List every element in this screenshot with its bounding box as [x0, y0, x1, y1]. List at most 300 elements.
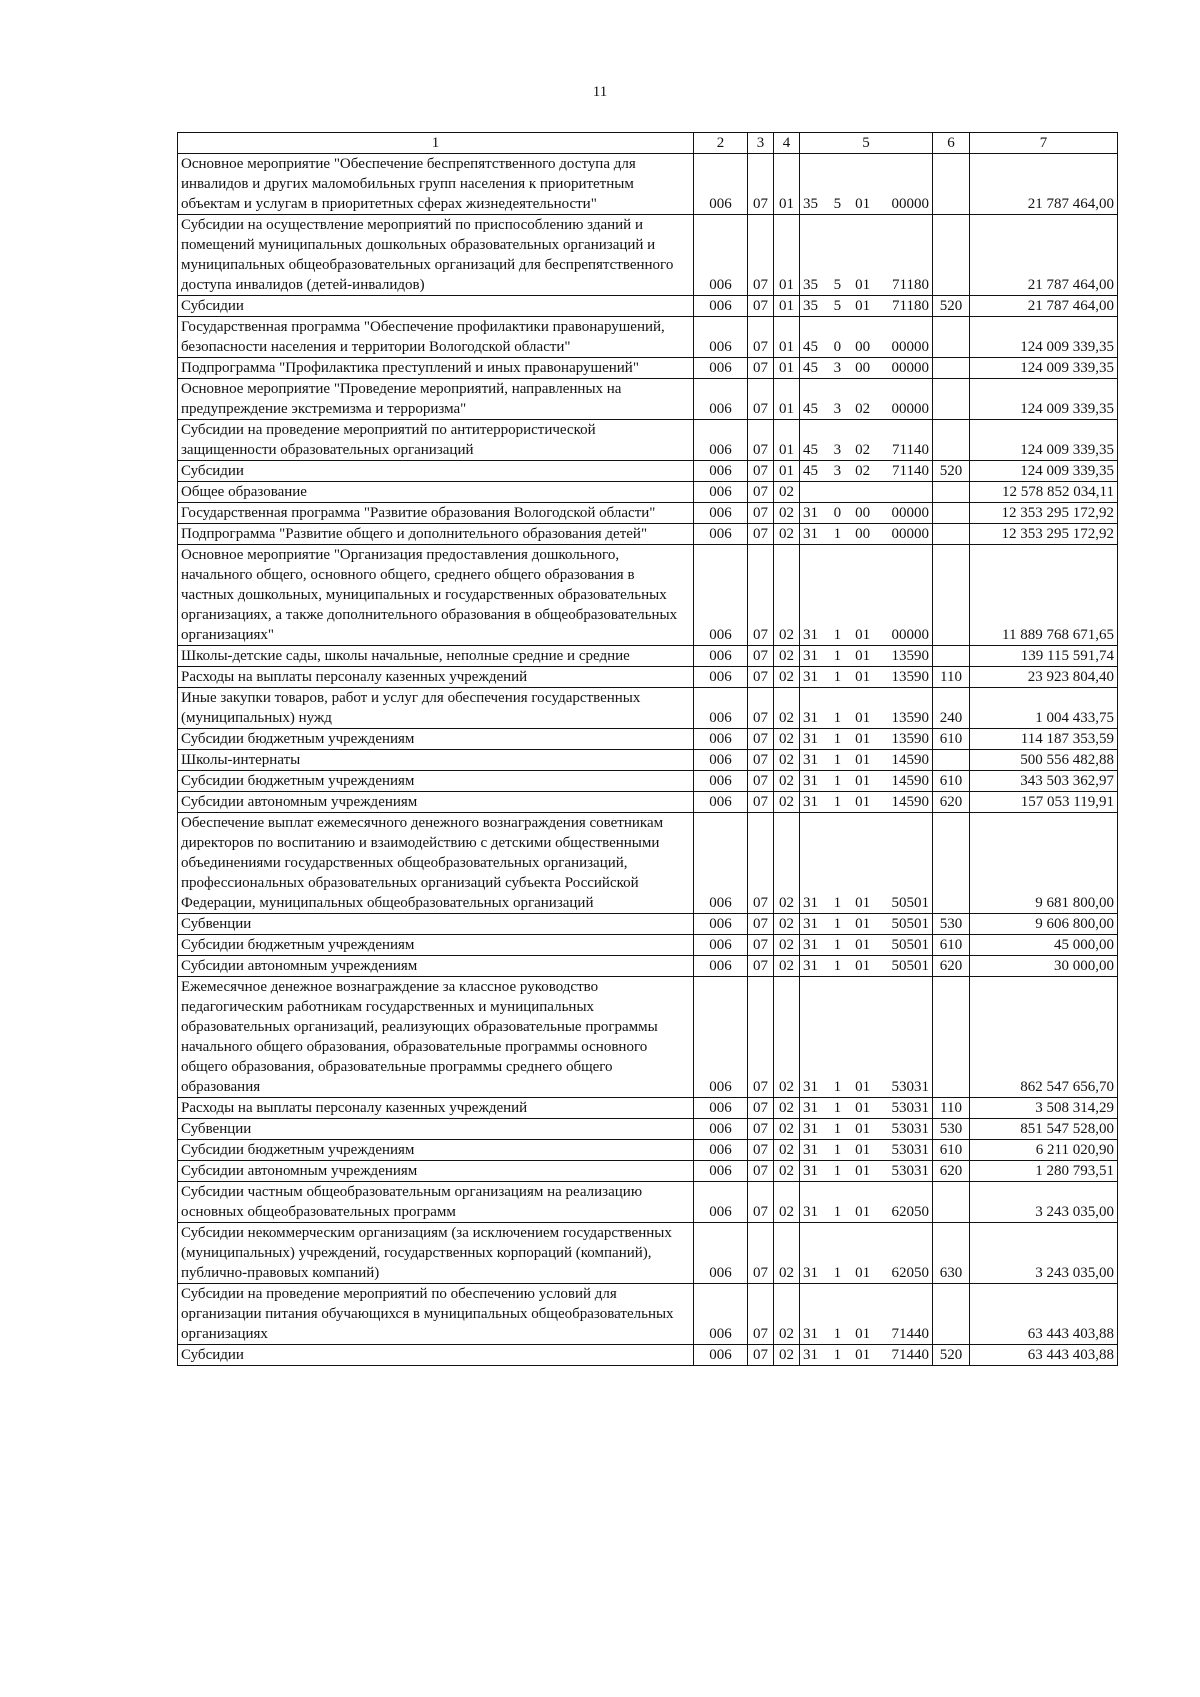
target-item-activity: 01: [855, 1326, 871, 1342]
row-department-cell: 006: [694, 1161, 748, 1182]
row-department-cell: 006: [694, 646, 748, 667]
row-expense-type-cell: [933, 545, 970, 646]
row-name-cell: Иные закупки товаров, работ и услуг для обеспечения государственных (муниципальных) нужд: [178, 688, 694, 729]
table-row: [178, 215, 1118, 296]
row-name-cell: Субсидии автономным учреждениям: [178, 1161, 694, 1182]
table-row: [178, 977, 1118, 1098]
target-item-program: 31: [803, 1121, 818, 1137]
row-subsection-cell: 01: [774, 154, 800, 215]
target-item-activity: 02: [855, 401, 871, 417]
target-item-program: 45: [803, 360, 818, 376]
row-name-cell: Субсидии: [178, 1345, 694, 1366]
target-item-code: [803, 914, 929, 934]
target-item-activity: 01: [855, 1100, 871, 1116]
table-row: [178, 461, 1118, 482]
row-expense-type-cell: 520: [933, 461, 970, 482]
budget-table: [177, 132, 1118, 1366]
target-item-activity: 01: [855, 916, 871, 932]
row-subsection-cell: 02: [774, 914, 800, 935]
target-item-program: 31: [803, 1100, 818, 1116]
row-subsection-cell: 02: [774, 1223, 800, 1284]
row-expense-type-cell: [933, 420, 970, 461]
row-section-cell: 07: [748, 154, 774, 215]
row-name-cell: Государственная программа "Обеспечение профилактики правонарушений, безопасности населения и территории Вологодской области": [178, 317, 694, 358]
target-item-direction: 14590: [891, 794, 929, 810]
row-subsection-cell: 02: [774, 792, 800, 813]
target-item-code: [803, 503, 929, 523]
target-item-direction: 71180: [892, 298, 929, 314]
row-section-cell: 07: [748, 688, 774, 729]
target-item-direction: 50501: [891, 916, 929, 932]
row-department-cell: 006: [694, 482, 748, 503]
target-item-subprogram: 1: [833, 773, 842, 789]
target-item-program: 31: [803, 505, 818, 521]
row-section-cell: 07: [748, 1119, 774, 1140]
target-item-program: 31: [803, 1142, 818, 1158]
row-section-cell: 07: [748, 1223, 774, 1284]
target-item-program: 31: [803, 1163, 818, 1179]
row-expense-type-cell: [933, 215, 970, 296]
row-section-cell: 07: [748, 379, 774, 420]
row-section-cell: 07: [748, 296, 774, 317]
row-amount-cell: 21 787 464,00: [970, 215, 1118, 296]
target-item-direction: 00000: [891, 401, 929, 417]
target-item-program: 31: [803, 1079, 818, 1095]
target-item-activity: 01: [855, 937, 871, 953]
row-department-cell: 006: [694, 813, 748, 914]
target-item-subprogram: 1: [833, 731, 842, 747]
row-section-cell: 07: [748, 461, 774, 482]
table-row: [178, 750, 1118, 771]
target-item-subprogram: 1: [833, 648, 842, 664]
table-row: [178, 524, 1118, 545]
target-item-code: [803, 956, 929, 976]
target-item-code: [803, 1324, 929, 1344]
table-row: [178, 420, 1118, 461]
row-expense-type-cell: 620: [933, 956, 970, 977]
target-item-activity: 01: [855, 794, 871, 810]
row-expense-type-cell: [933, 1284, 970, 1345]
row-subsection-cell: 01: [774, 215, 800, 296]
target-item-subprogram: 1: [833, 1204, 842, 1220]
row-expense-type-cell: [933, 524, 970, 545]
row-target-item-cell: [800, 935, 933, 956]
target-item-program: 31: [803, 1204, 818, 1220]
target-item-activity: 01: [855, 1121, 871, 1137]
row-section-cell: 07: [748, 750, 774, 771]
row-amount-cell: 124 009 339,35: [970, 358, 1118, 379]
target-item-subprogram: 1: [833, 1347, 842, 1363]
target-item-direction: 62050: [891, 1204, 929, 1220]
row-section-cell: 07: [748, 1140, 774, 1161]
row-amount-cell: 500 556 482,88: [970, 750, 1118, 771]
target-item-program: 31: [803, 752, 818, 768]
target-item-direction: 71440: [891, 1347, 929, 1363]
target-item-subprogram: 1: [833, 752, 842, 768]
row-name-cell: Общее образование: [178, 482, 694, 503]
row-amount-cell: 11 889 768 671,65: [970, 545, 1118, 646]
target-item-direction: 71440: [891, 1326, 929, 1342]
row-department-cell: 006: [694, 296, 748, 317]
row-department-cell: 006: [694, 461, 748, 482]
target-item-subprogram: 1: [833, 627, 842, 643]
table-row: [178, 545, 1118, 646]
row-expense-type-cell: [933, 503, 970, 524]
header-cell-name: 1: [178, 133, 694, 154]
target-item-direction: 00000: [891, 627, 929, 643]
header-cell-subsection: 4: [774, 133, 800, 154]
target-item-subprogram: 5: [833, 196, 842, 212]
row-expense-type-cell: 610: [933, 935, 970, 956]
row-section-cell: 07: [748, 1182, 774, 1223]
row-name-cell: Субсидии частным общеобразовательным организациям на реализацию основных общеобразовательных программ: [178, 1182, 694, 1223]
target-item-code: [803, 1098, 929, 1118]
row-section-cell: 07: [748, 935, 774, 956]
row-subsection-cell: 02: [774, 1140, 800, 1161]
target-item-code: [803, 893, 929, 913]
row-target-item-cell: [800, 1119, 933, 1140]
target-item-code: [803, 275, 929, 295]
row-target-item-cell: [800, 1161, 933, 1182]
row-amount-cell: 124 009 339,35: [970, 317, 1118, 358]
target-item-program: 35: [803, 196, 818, 212]
row-name-cell: Ежемесячное денежное вознаграждение за классное руководство педагогическим работникам государственных и муниципальных образовательных организаций, реализующих образовательные программы начального общего образования, образовательные программы основного общего образования, образовательные программы среднего общего образования: [178, 977, 694, 1098]
table-body: [178, 154, 1118, 1366]
header-cell-target-item: 5: [800, 133, 933, 154]
row-section-cell: 07: [748, 1098, 774, 1119]
row-expense-type-cell: 610: [933, 771, 970, 792]
target-item-direction: 00000: [891, 505, 929, 521]
target-item-code: [803, 1263, 929, 1283]
header-cell-expense-type: 6: [933, 133, 970, 154]
row-expense-type-cell: [933, 1182, 970, 1223]
row-target-item-cell: [800, 317, 933, 358]
row-section-cell: 07: [748, 977, 774, 1098]
target-item-program: 35: [803, 277, 818, 293]
row-expense-type-cell: [933, 646, 970, 667]
table-row: [178, 1140, 1118, 1161]
target-item-subprogram: 1: [833, 895, 842, 911]
table-row: [178, 914, 1118, 935]
target-item-code: [803, 194, 929, 214]
target-item-program: 31: [803, 669, 818, 685]
row-target-item-cell: [800, 420, 933, 461]
row-subsection-cell: 01: [774, 358, 800, 379]
table-row: [178, 1161, 1118, 1182]
row-amount-cell: 157 053 119,91: [970, 792, 1118, 813]
table-row: [178, 317, 1118, 358]
row-name-cell: Субсидии на проведение мероприятий по обеспечению условий для организации питания обучающихся в муниципальных общеобразовательных организациях: [178, 1284, 694, 1345]
row-subsection-cell: 01: [774, 461, 800, 482]
row-amount-cell: 12 353 295 172,92: [970, 524, 1118, 545]
row-expense-type-cell: 530: [933, 914, 970, 935]
row-target-item-cell: [800, 461, 933, 482]
row-amount-cell: 124 009 339,35: [970, 461, 1118, 482]
table-row: [178, 503, 1118, 524]
row-section-cell: 07: [748, 358, 774, 379]
row-expense-type-cell: 110: [933, 667, 970, 688]
target-item-activity: 01: [855, 277, 871, 293]
table-header: [178, 133, 1118, 154]
target-item-subprogram: 5: [833, 277, 842, 293]
row-amount-cell: 862 547 656,70: [970, 977, 1118, 1098]
row-target-item-cell: [800, 215, 933, 296]
row-subsection-cell: 02: [774, 667, 800, 688]
target-item-direction: 53031: [891, 1163, 929, 1179]
row-amount-cell: 1 004 433,75: [970, 688, 1118, 729]
target-item-direction: 13590: [891, 731, 929, 747]
target-item-activity: 00: [855, 526, 871, 542]
target-item-program: 31: [803, 937, 818, 953]
row-section-cell: 07: [748, 215, 774, 296]
target-item-direction: 00000: [891, 196, 929, 212]
row-department-cell: 006: [694, 420, 748, 461]
target-item-subprogram: 5: [833, 298, 842, 314]
row-expense-type-cell: 520: [933, 296, 970, 317]
row-name-cell: Субвенции: [178, 914, 694, 935]
target-item-program: 31: [803, 958, 818, 974]
row-target-item-cell: [800, 296, 933, 317]
row-expense-type-cell: [933, 977, 970, 1098]
target-item-subprogram: 1: [833, 1163, 842, 1179]
row-name-cell: Субсидии на осуществление мероприятий по приспособлению зданий и помещений муниципальных дошкольных образовательных организаций и муниципальных общеобразовательных организаций для беспрепятственного доступа инвалидов (детей-инвалидов): [178, 215, 694, 296]
target-item-subprogram: 1: [833, 526, 842, 542]
table-row: [178, 154, 1118, 215]
row-section-cell: 07: [748, 792, 774, 813]
target-item-code: [803, 1119, 929, 1139]
target-item-direction: 71140: [892, 442, 929, 458]
row-expense-type-cell: [933, 379, 970, 420]
target-item-code: [803, 1077, 929, 1097]
row-name-cell: Субсидии бюджетным учреждениям: [178, 729, 694, 750]
row-target-item-cell: [800, 914, 933, 935]
table-row: [178, 935, 1118, 956]
row-amount-cell: 3 508 314,29: [970, 1098, 1118, 1119]
row-target-item-cell: [800, 956, 933, 977]
row-expense-type-cell: [933, 482, 970, 503]
row-target-item-cell: [800, 729, 933, 750]
target-item-activity: 01: [855, 1142, 871, 1158]
target-item-code: [803, 1161, 929, 1181]
row-name-cell: Субсидии бюджетным учреждениям: [178, 1140, 694, 1161]
row-amount-cell: 3 243 035,00: [970, 1223, 1118, 1284]
row-section-cell: 07: [748, 813, 774, 914]
target-item-activity: 01: [855, 298, 871, 314]
row-department-cell: 006: [694, 317, 748, 358]
row-department-cell: 006: [694, 688, 748, 729]
target-item-program: 35: [803, 298, 818, 314]
target-item-code: [803, 358, 929, 378]
target-item-activity: 00: [855, 360, 871, 376]
target-item-code: [803, 792, 929, 812]
row-target-item-cell: [800, 792, 933, 813]
row-subsection-cell: 02: [774, 1098, 800, 1119]
row-name-cell: Обеспечение выплат ежемесячного денежного вознаграждения советникам директоров по воспитанию и взаимодействию с детскими общественными объединениями государственных общеобразовательных организаций, профессиональных образовательных организаций субъекта Российской Федерации, муниципальных общеобразовательных организаций: [178, 813, 694, 914]
row-subsection-cell: 01: [774, 296, 800, 317]
row-department-cell: 006: [694, 524, 748, 545]
target-item-code: [803, 667, 929, 687]
row-amount-cell: 21 787 464,00: [970, 154, 1118, 215]
row-department-cell: 006: [694, 503, 748, 524]
target-item-subprogram: 1: [833, 1142, 842, 1158]
header-cell-section: 3: [748, 133, 774, 154]
target-item-subprogram: 0: [833, 505, 842, 521]
row-section-cell: 07: [748, 1284, 774, 1345]
row-amount-cell: 63 443 403,88: [970, 1345, 1118, 1366]
row-section-cell: 07: [748, 503, 774, 524]
row-expense-type-cell: 530: [933, 1119, 970, 1140]
row-amount-cell: 12 578 852 034,11: [970, 482, 1118, 503]
target-item-direction: 71180: [892, 277, 929, 293]
row-subsection-cell: 02: [774, 688, 800, 729]
row-department-cell: 006: [694, 956, 748, 977]
row-amount-cell: 63 443 403,88: [970, 1284, 1118, 1345]
row-department-cell: 006: [694, 358, 748, 379]
row-subsection-cell: 02: [774, 482, 800, 503]
target-item-program: 45: [803, 463, 818, 479]
row-name-cell: Субсидии: [178, 461, 694, 482]
target-item-code: [803, 708, 929, 728]
row-department-cell: 006: [694, 750, 748, 771]
row-expense-type-cell: [933, 813, 970, 914]
target-item-subprogram: 1: [833, 1326, 842, 1342]
row-target-item-cell: [800, 1223, 933, 1284]
target-item-code: [803, 625, 929, 645]
row-department-cell: 006: [694, 215, 748, 296]
table-row: [178, 1182, 1118, 1223]
row-target-item-cell: [800, 771, 933, 792]
row-amount-cell: 114 187 353,59: [970, 729, 1118, 750]
target-item-direction: 14590: [891, 773, 929, 789]
row-section-cell: 07: [748, 1161, 774, 1182]
row-subsection-cell: 02: [774, 545, 800, 646]
target-item-direction: 00000: [891, 360, 929, 376]
row-target-item-cell: [800, 977, 933, 1098]
target-item-subprogram: 1: [833, 958, 842, 974]
target-item-subprogram: 1: [833, 1265, 842, 1281]
row-amount-cell: 21 787 464,00: [970, 296, 1118, 317]
target-item-activity: 00: [855, 339, 871, 355]
target-item-direction: 13590: [891, 710, 929, 726]
row-name-cell: Субсидии: [178, 296, 694, 317]
row-name-cell: Основное мероприятие "Проведение мероприятий, направленных на предупреждение экстремизма и терроризма": [178, 379, 694, 420]
row-amount-cell: 3 243 035,00: [970, 1182, 1118, 1223]
header-cell-amount: 7: [970, 133, 1118, 154]
target-item-activity: 01: [855, 627, 871, 643]
row-name-cell: Основное мероприятие "Обеспечение беспрепятственного доступа для инвалидов и других маломобильных групп населения к приоритетным объектам и услугам в приоритетных сферах жизнедеятельности": [178, 154, 694, 215]
table-row: [178, 379, 1118, 420]
target-item-program: 31: [803, 1326, 818, 1342]
target-item-activity: 01: [855, 1204, 871, 1220]
row-name-cell: Расходы на выплаты персоналу казенных учреждений: [178, 667, 694, 688]
header-row: [178, 133, 1118, 154]
target-item-subprogram: 1: [833, 937, 842, 953]
row-subsection-cell: 02: [774, 935, 800, 956]
row-section-cell: 07: [748, 729, 774, 750]
row-expense-type-cell: 240: [933, 688, 970, 729]
row-target-item-cell: [800, 503, 933, 524]
target-item-subprogram: 1: [833, 1100, 842, 1116]
target-item-direction: 00000: [891, 526, 929, 542]
row-name-cell: Субсидии автономным учреждениям: [178, 792, 694, 813]
row-target-item-cell: [800, 379, 933, 420]
target-item-activity: 01: [855, 669, 871, 685]
target-item-subprogram: 1: [833, 916, 842, 932]
row-subsection-cell: 02: [774, 503, 800, 524]
row-subsection-cell: 01: [774, 420, 800, 461]
row-amount-cell: 9 681 800,00: [970, 813, 1118, 914]
target-item-program: 31: [803, 1347, 818, 1363]
target-item-direction: 50501: [891, 937, 929, 953]
target-item-activity: 01: [855, 773, 871, 789]
row-target-item-cell: [800, 813, 933, 914]
target-item-code: [803, 440, 929, 460]
page-number: 11: [592, 84, 608, 100]
row-expense-type-cell: [933, 358, 970, 379]
row-subsection-cell: 02: [774, 813, 800, 914]
row-target-item-cell: [800, 154, 933, 215]
row-department-cell: 006: [694, 771, 748, 792]
target-item-subprogram: 1: [833, 669, 842, 685]
row-expense-type-cell: 620: [933, 792, 970, 813]
target-item-direction: 53031: [891, 1142, 929, 1158]
table-row: [178, 1119, 1118, 1140]
target-item-code: [803, 461, 929, 481]
row-target-item-cell: [800, 1284, 933, 1345]
target-item-code: [803, 750, 929, 770]
row-name-cell: Субсидии некоммерческим организациям (за исключением государственных (муниципальных) учреждений, государственных корпораций (компаний), публично-правовых компаний): [178, 1223, 694, 1284]
row-department-cell: 006: [694, 667, 748, 688]
row-amount-cell: 1 280 793,51: [970, 1161, 1118, 1182]
target-item-activity: 01: [855, 1265, 871, 1281]
row-expense-type-cell: 630: [933, 1223, 970, 1284]
row-section-cell: 07: [748, 317, 774, 358]
row-name-cell: Основное мероприятие "Организация предоставления дошкольного, начального общего, основного общего, среднего общего образования в частных дошкольных, муниципальных и государственных образовательных организациях, а также дополнительного образования в общеобразовательных организациях": [178, 545, 694, 646]
target-item-program: 31: [803, 526, 818, 542]
target-item-direction: 53031: [891, 1100, 929, 1116]
row-section-cell: 07: [748, 524, 774, 545]
target-item-activity: 01: [855, 731, 871, 747]
row-target-item-cell: [800, 688, 933, 729]
row-target-item-cell: [800, 524, 933, 545]
row-amount-cell: 30 000,00: [970, 956, 1118, 977]
target-item-direction: 14590: [891, 752, 929, 768]
row-subsection-cell: 02: [774, 524, 800, 545]
row-target-item-cell: [800, 358, 933, 379]
row-target-item-cell: [800, 1140, 933, 1161]
row-amount-cell: 6 211 020,90: [970, 1140, 1118, 1161]
row-target-item-cell: [800, 1182, 933, 1223]
target-item-code: [803, 646, 929, 666]
target-item-subprogram: 1: [833, 1121, 842, 1137]
row-amount-cell: 343 503 362,97: [970, 771, 1118, 792]
row-name-cell: Субсидии бюджетным учреждениям: [178, 935, 694, 956]
row-name-cell: Субсидии автономным учреждениям: [178, 956, 694, 977]
row-name-cell: Подпрограмма "Профилактика преступлений и иных правонарушений": [178, 358, 694, 379]
row-department-cell: 006: [694, 914, 748, 935]
row-department-cell: 006: [694, 1119, 748, 1140]
target-item-code: [803, 771, 929, 791]
row-subsection-cell: 02: [774, 729, 800, 750]
row-section-cell: 07: [748, 956, 774, 977]
row-expense-type-cell: [933, 317, 970, 358]
row-subsection-cell: 02: [774, 1284, 800, 1345]
table-row: [178, 771, 1118, 792]
row-section-cell: 07: [748, 1345, 774, 1366]
row-department-cell: 006: [694, 1284, 748, 1345]
target-item-activity: 01: [855, 1079, 871, 1095]
table-row: [178, 956, 1118, 977]
